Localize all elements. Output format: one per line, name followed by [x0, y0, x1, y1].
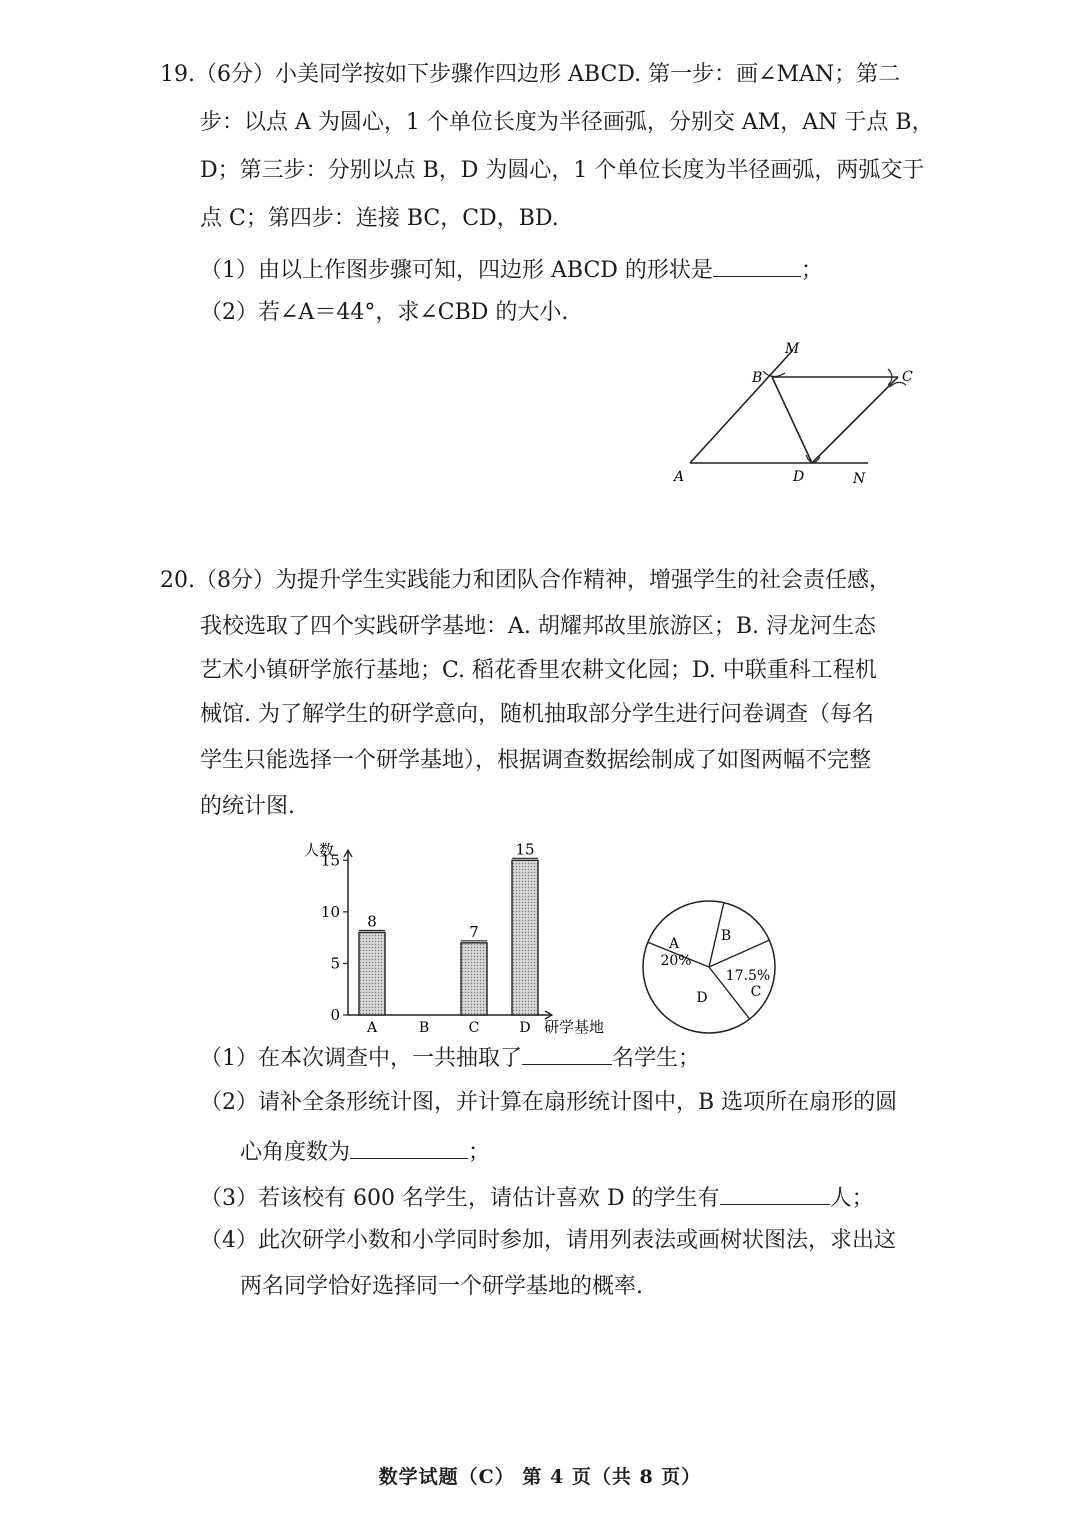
- q20-line-2: 我校选取了四个实践研学基地：A. 胡耀邦故里旅游区；B. 浔龙河生态: [200, 614, 877, 639]
- pie-slice-percent: 17.5%: [725, 968, 771, 984]
- label-b: B: [752, 370, 763, 386]
- bar-chart: [290, 835, 630, 1040]
- bar-value-label: 8: [367, 912, 377, 931]
- answer-blank[interactable]: [522, 1040, 612, 1065]
- q19-line-2: 步：以点 A 为圆心，1 个单位长度为半径画弧，分别交 AM，AN 于点 B，: [200, 110, 934, 135]
- y-tick-label: 10: [320, 902, 340, 921]
- q20-line-6: 的统计图.: [200, 794, 295, 819]
- label-a: A: [674, 469, 685, 485]
- page-footer: 数学试题（C） 第 4 页（共 8 页）: [378, 1466, 702, 1488]
- y-axis-label: 人数: [304, 841, 335, 859]
- q20-sub2-end: ；: [468, 1140, 491, 1165]
- q20-sub4-line-1: （4）此次研学小数和小学同时参加，请用列表法或画树状图法，求出这: [200, 1228, 896, 1253]
- q20-line-1: 20.（8分）为提升学生实践能力和团队合作精神，增强学生的社会责任感，: [160, 568, 891, 593]
- pie-chart: [638, 898, 788, 1038]
- q19-line-1: 19.（6分）小美同学按如下步骤作四边形 ABCD. 第一步：画∠MAN；第二: [160, 62, 901, 87]
- x-tick-label: B: [418, 1020, 430, 1036]
- x-tick-label: A: [366, 1020, 378, 1036]
- x-axis-label: 研学基地: [544, 1018, 605, 1036]
- pie-slice-label: D: [696, 990, 708, 1006]
- bar-value-label: 7: [469, 922, 479, 941]
- q19-sub1-end: ；: [800, 258, 823, 283]
- pie-slice-label: A: [668, 936, 680, 952]
- q20-line-3: 艺术小镇研学旅行基地；C. 稻花香里农耕文化园；D. 中联重科工程机: [200, 658, 877, 683]
- q19-line-4: 点 C；第四步：连接 BC，CD，BD.: [200, 206, 559, 231]
- ray-am: [690, 350, 793, 463]
- q20-sub4-line-2: 两名同学恰好选择同一个研学基地的概率.: [240, 1274, 643, 1299]
- label-m: M: [785, 341, 800, 357]
- answer-blank[interactable]: [720, 1180, 830, 1205]
- pie-slice-label: B: [720, 928, 732, 944]
- answer-blank[interactable]: [350, 1134, 468, 1159]
- bar-value-label: 15: [515, 840, 535, 859]
- q20-sub2-line-1: （2）请补全条形统计图，并计算在扇形统计图中，B 选项所在扇形的圆: [200, 1090, 898, 1115]
- q20-sub2-line-2: [240, 1134, 490, 1168]
- rhombus-figure: [660, 335, 930, 495]
- q20-sub3: [200, 1180, 874, 1214]
- q19-sub2: （2）若∠A＝44°，求∠CBD 的大小.: [200, 300, 569, 325]
- q20-sub3-pre: （3）若该校有 600 名学生，请估计喜欢 D 的学生有: [200, 1186, 720, 1211]
- label-c: C: [902, 369, 913, 385]
- pie-slice-percent: 20%: [660, 953, 692, 969]
- y-tick-label: 0: [330, 1006, 340, 1024]
- pie-slice-label: C: [750, 984, 762, 1000]
- x-tick-label: C: [468, 1020, 480, 1036]
- q20-sub3-post: 人；: [829, 1186, 874, 1211]
- pie-slice-boundary: [709, 940, 769, 967]
- bar: [512, 860, 538, 1015]
- q20-line-5: 学生只能选择一个研学基地），根据调查数据绘制成了如图两幅不完整: [200, 748, 872, 773]
- q20-line-4: 械馆. 为了解学生的研学意向，随机抽取部分学生进行问卷调查（每名: [200, 702, 874, 727]
- q20-sub2-text: 心角度数为: [240, 1140, 351, 1165]
- q19-line-3: D；第三步：分别以点 B，D 为圆心，1 个单位长度为半径画弧，两弧交于: [200, 158, 925, 183]
- q20-sub1: [200, 1040, 700, 1074]
- q19-sub1-text: （1）由以上作图步骤可知，四边形 ABCD 的形状是: [200, 258, 713, 283]
- bar: [359, 933, 385, 1016]
- y-tick-label: 15: [320, 851, 340, 870]
- label-n: N: [853, 471, 866, 487]
- q19-sub1: [200, 252, 823, 286]
- segment-bd: [772, 377, 812, 463]
- label-d: D: [793, 469, 805, 485]
- y-tick-label: 5: [330, 954, 340, 973]
- x-tick-label: D: [519, 1020, 531, 1036]
- q20-sub1-pre: （1）在本次调查中，一共抽取了: [200, 1046, 522, 1071]
- bar: [461, 943, 487, 1015]
- q20-sub1-post: 名学生；: [612, 1046, 701, 1071]
- segment-cd: [812, 377, 898, 463]
- answer-blank[interactable]: [713, 252, 801, 277]
